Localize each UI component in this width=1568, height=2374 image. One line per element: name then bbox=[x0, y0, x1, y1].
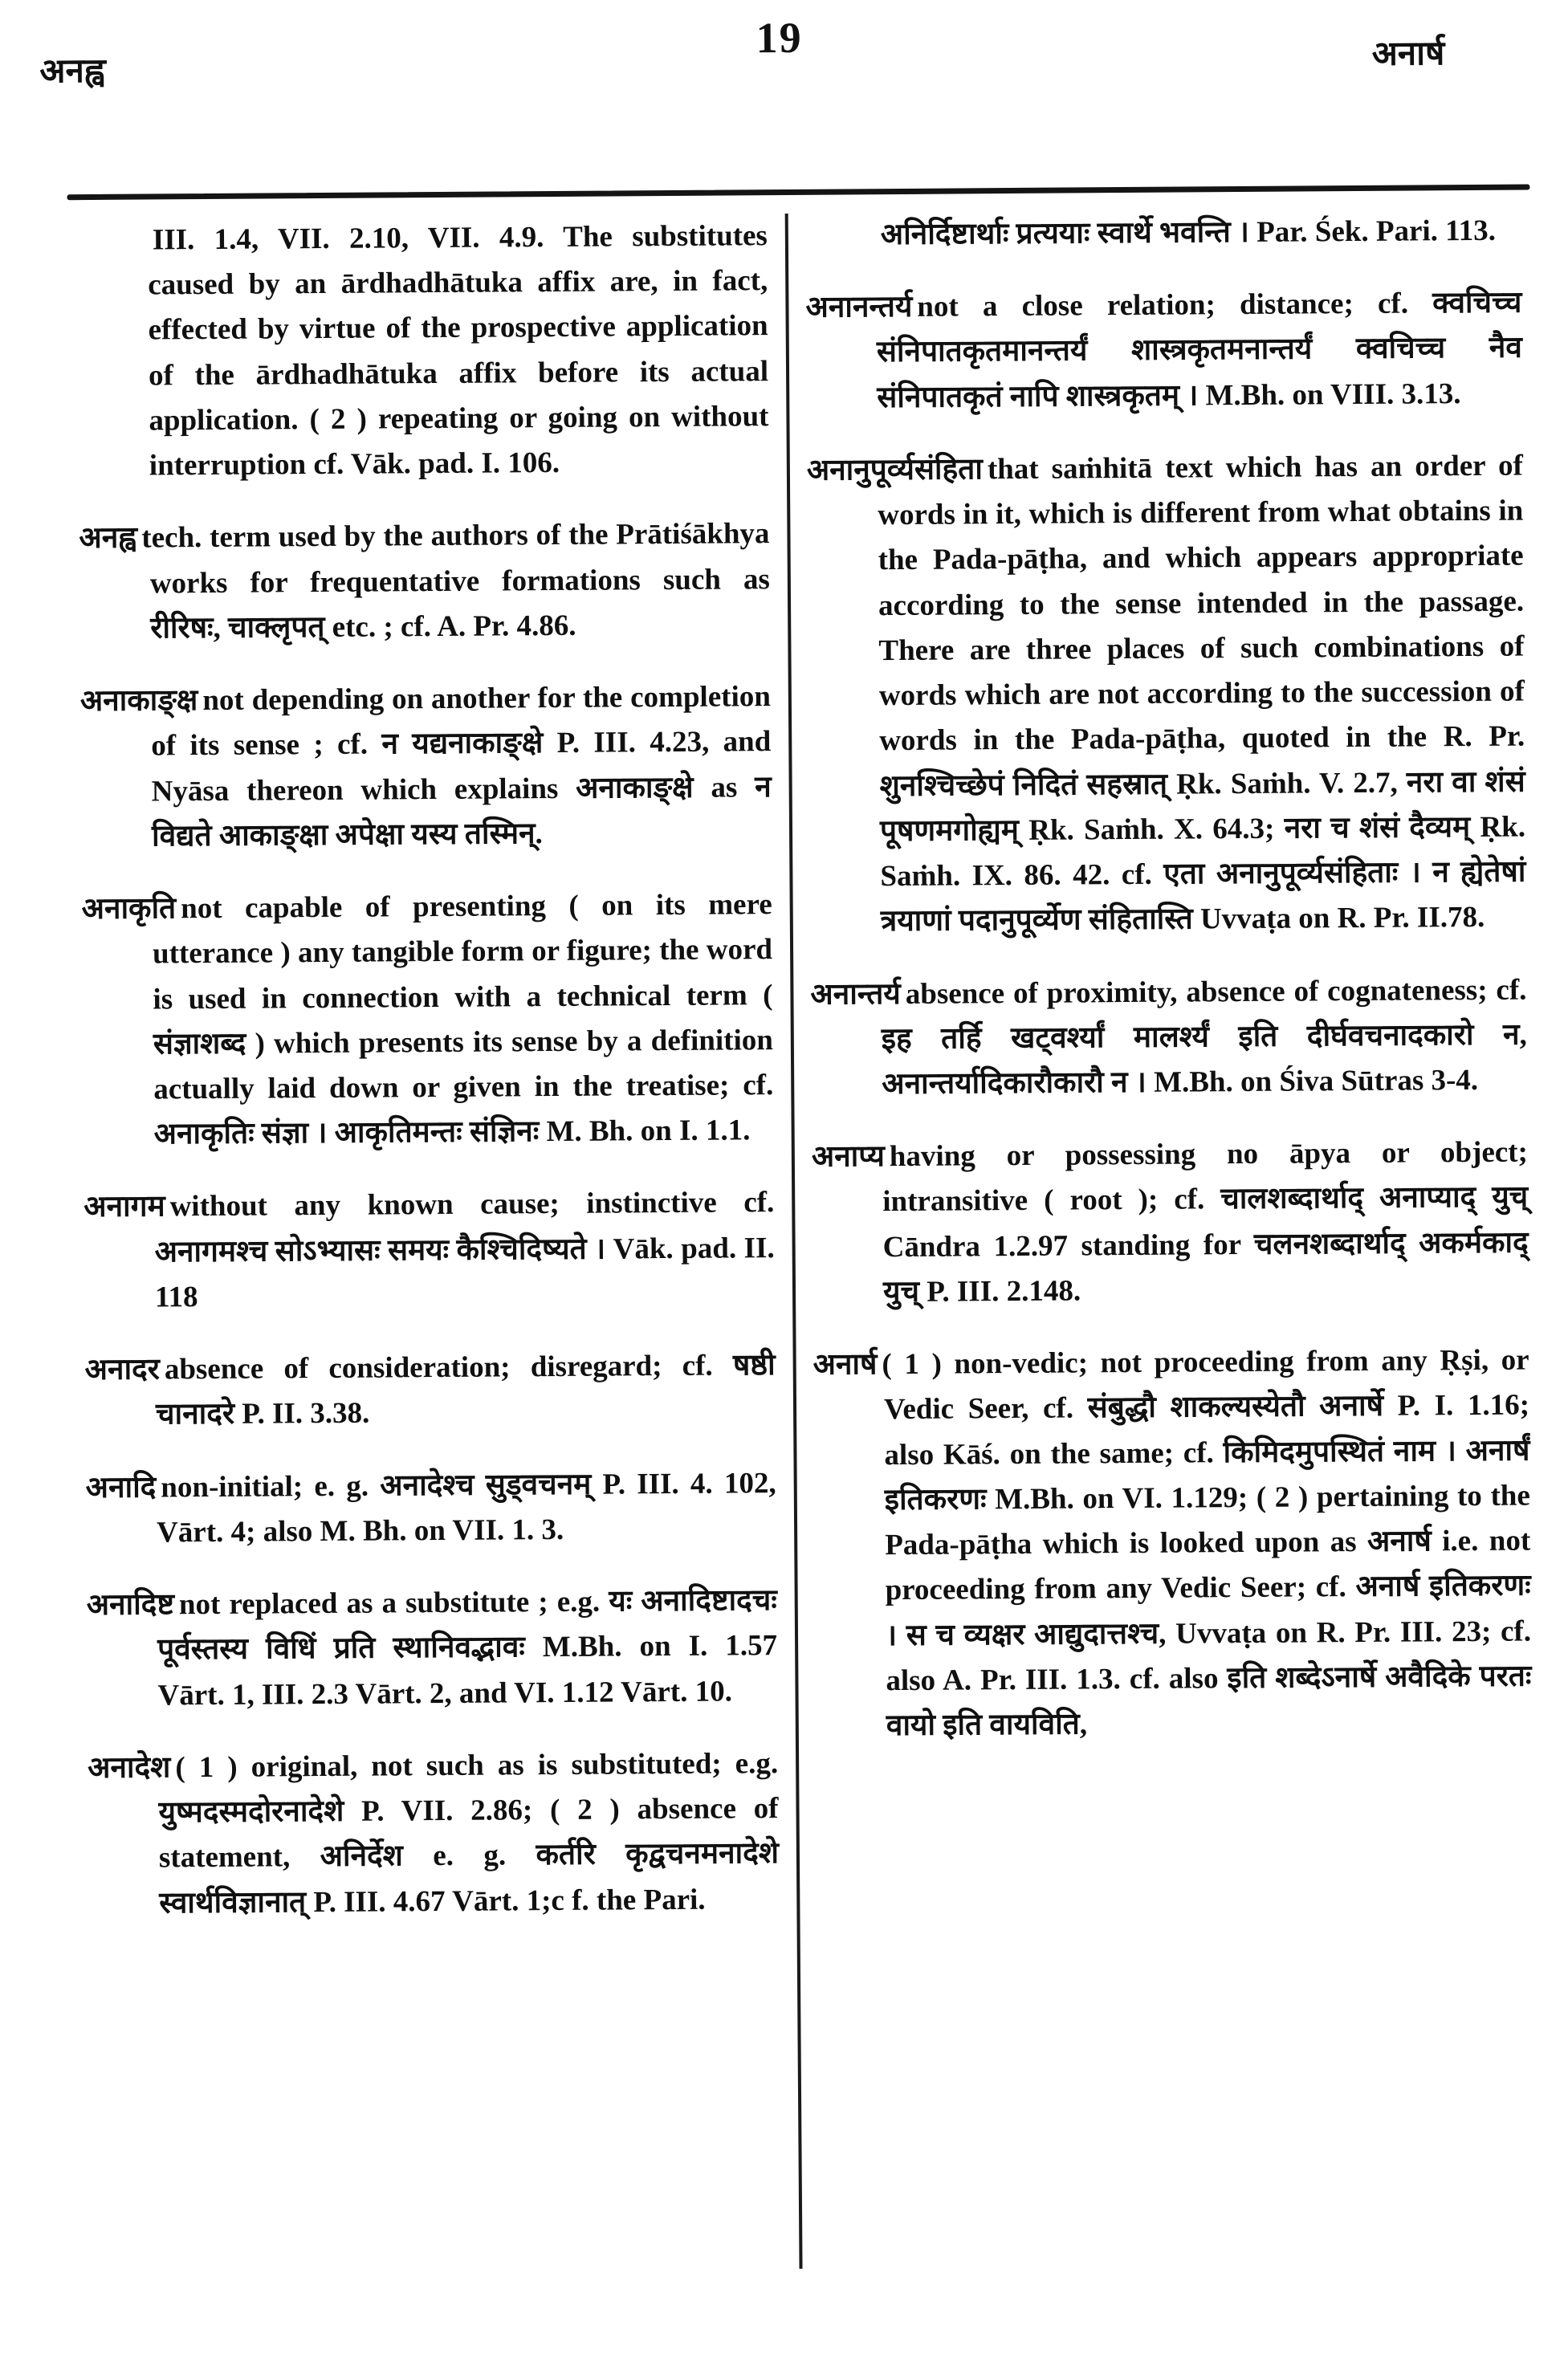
entry-headword: अनागम bbox=[83, 1190, 165, 1224]
entry-body: non-initial; e. g. अनादेश्च सुड्वचनम् P. III. 4. 102, Vārt. 4; also M. Bh. on VII. 1. 3. bbox=[156, 1466, 776, 1549]
dictionary-entry bbox=[807, 444, 1526, 946]
left-column bbox=[77, 214, 780, 1954]
dictionary-entry bbox=[805, 281, 1522, 421]
running-header bbox=[0, 0, 1564, 190]
dictionary-entry bbox=[805, 209, 1521, 259]
entry-headword: अनान्तर्य bbox=[810, 977, 901, 1012]
dictionary-entry bbox=[813, 1338, 1532, 1749]
dictionary-entry bbox=[810, 967, 1527, 1108]
entry-headword: अनाप्य bbox=[811, 1140, 885, 1174]
entry-headword: अनादि bbox=[85, 1471, 157, 1505]
entry-body: not replaced as a substitute ; e.g. यः अनादिष्टादचः पूर्वस्तस्य विधिं प्रति स्थानिवद्भावः M.Bh. on I. 1.57 Vārt. 1, III. 2.3 Vārt. 2, and VI. 1.12 Vārt. 10. bbox=[157, 1584, 778, 1712]
entry-body: III. 1.4, VII. 2.10, VII. 4.9. The substitutes caused by an ārdhadhātuka affix are, in fact, effected by virtue of the prospective application of the ārdhadhātuka affix before its actual application. ( 2 ) repeating or going on without interruption cf. Vāk. pad. I. 106. bbox=[148, 219, 769, 483]
two-column-body bbox=[0, 209, 1536, 2274]
running-head-right-word: अनार्ष bbox=[1371, 35, 1445, 73]
entry-headword: अनानन्तर्य bbox=[805, 291, 913, 325]
page-number: 19 bbox=[755, 13, 803, 63]
entry-body: absence of consideration; disregard; cf. षष्ठी चानादरे P. II. 3.38. bbox=[155, 1349, 776, 1431]
entry-headword: अनानुपूर्व्यसंहिता bbox=[806, 453, 984, 487]
dictionary-entry bbox=[87, 1578, 778, 1719]
entry-headword: अनाकाङ्क्ष bbox=[79, 684, 198, 719]
entry-headword: अनार्ष bbox=[813, 1348, 878, 1382]
dictionary-entry bbox=[80, 674, 772, 860]
entry-body: not a close relation; distance; cf. क्वचिच्च संनिपातकृतमानन्तर्यं शास्त्रकृतमनान्तर्यं क्वचिच्च नैव संनिपातकृतं नापि शास्त्रकृतम् । M.Bh. on VIII. 3.13. bbox=[876, 286, 1522, 414]
entry-body: having or possessing no āpya or object; intransitive ( root ); cf. चालशब्दार्थाद् अनाप्याद् युच् Cāndra 1.2.97 standing for चलनशब्दार्थाद् अकर्मकाद् युच् P. III. 2.148. bbox=[882, 1135, 1529, 1309]
dictionary-entry bbox=[79, 512, 770, 653]
dictionary-entry bbox=[85, 1343, 776, 1438]
column-divider-rule bbox=[785, 214, 803, 2269]
entry-headword: अनह्व bbox=[79, 522, 137, 556]
dictionary-entry bbox=[86, 1461, 777, 1556]
entry-body: without any known cause; instinctive cf. अनागमश्च सोऽभ्यासः समयः कैश्चिदिष्यते । Vāk. pad. II. 118 bbox=[154, 1186, 775, 1314]
entry-body: ( 1 ) original, not such as is substituted; e.g. युष्मदस्मदोरनादेशे P. VII. 2.86; ( 2 ) absence of statement, अनिर्देश e. g. कर्तरि कृद्वचनमनादेशे स्वार्थविज्ञानात् P. III. 4.67 Vārt. 1;c f. the Pari. bbox=[158, 1746, 780, 1920]
entry-body: absence of proximity, absence of cognateness; cf. इह तर्हि खट्वर्श्यां मालर्श्यं इति दीर्घवचनादकारो न, अनान्तर्यादिकारौकारौ न । M.Bh. on Śiva Sūtras 3-4. bbox=[881, 973, 1527, 1101]
entry-headword: अनाकृति bbox=[81, 892, 177, 926]
running-head-left-word: अनह्व bbox=[39, 52, 106, 91]
dictionary-entry bbox=[82, 882, 774, 1158]
entry-body: अनिर्दिष्टार्थाः प्रत्ययाः स्वार्थे भवन्ति । Par. Śek. Pari. 113. bbox=[880, 214, 1497, 252]
dictionary-entry bbox=[88, 1741, 780, 1927]
entry-body: not capable of presenting ( on its mere utterance ) any tangible form or figure; the word is used in connection with a technical term ( संज्ञाशब्द ) which presents its sense by a definition actually laid down or given in the treatise; cf. अनाकृतिः संज्ञा । आकृतिमन्तः संज्ञिनः M. Bh. on I. 1.1. bbox=[152, 888, 774, 1151]
right-column bbox=[805, 209, 1533, 1777]
entry-body: that saṁhitā text which has an order of words in it, which is different from what obtains in the Pada-pāṭha, and which appears appropriate according to the sense intended in the passage. There are three places of such combinations of words which are not according to the succession of words in the Pada-pāṭha, quoted in the R. Pr. शुनश्चिच्छेपं निदितं सहस्रात् Ṛk. Saṁh. V. 2.7, नरा वा शंसं पूषणमगोह्यम् Ṛk. Saṁh. X. 64.3; नरा च शंसं दैव्यम् Ṛk. Saṁh. IX. 86. 42. cf. एता अनानुपूर्व्यसंहिताः । न ह्येतेषां त्रयाणां पदानुपूर्व्येण संहितास्ति Uvvaṭa on R. Pr. II.78. bbox=[878, 449, 1526, 939]
entry-headword: अनादिष्ट bbox=[86, 1588, 175, 1623]
entry-body: tech. term used by the authors of the Prātiśākhya works for frequentative formations such as रीरिषः, चाक्लृपत् etc. ; cf. A. Pr. 4.86. bbox=[141, 517, 770, 645]
entry-body: ( 1 ) non-vedic; not proceeding from any Ṛṣi, or Vedic Seer, cf. संबुद्धौ शाकल्यस्येतौ अनार्षे P. I. 1.16; also Kāś. on the same; cf. किमिदमुपस्थितं नाम । अनार्षं इतिकरणः M.Bh. on VI. 1.129; ( 2 ) pertaining to the Pada-pāṭha which is looked upon as अनार्ष i.e. not proceeding from any Vedic Seer; cf. अनार्ष इतिकरणः । स च व्यक्षर आद्युदात्तश्च, Uvvaṭa on R. Pr. III. 23; cf. also A. Pr. III. 1.3. cf. also इति शब्देऽनार्षे अवैदिके परतः वायो इति वायविति, bbox=[882, 1343, 1532, 1743]
dictionary-entry bbox=[77, 214, 769, 489]
entry-headword: अनादेश bbox=[88, 1751, 171, 1785]
entry-body: not depending on another for the completion of its sense ; cf. न यद्यनाकाङ्क्षे P. III. 4.23, and Nyāsa thereon which explains अनाकाङ्क्षे as न विद्यते आकाङ्क्षा अपेक्षा यस्य तस्मिन्. bbox=[151, 680, 772, 853]
dictionary-entry bbox=[812, 1130, 1529, 1316]
dictionary-entry bbox=[83, 1181, 775, 1321]
entry-headword: अनादर bbox=[84, 1353, 161, 1387]
